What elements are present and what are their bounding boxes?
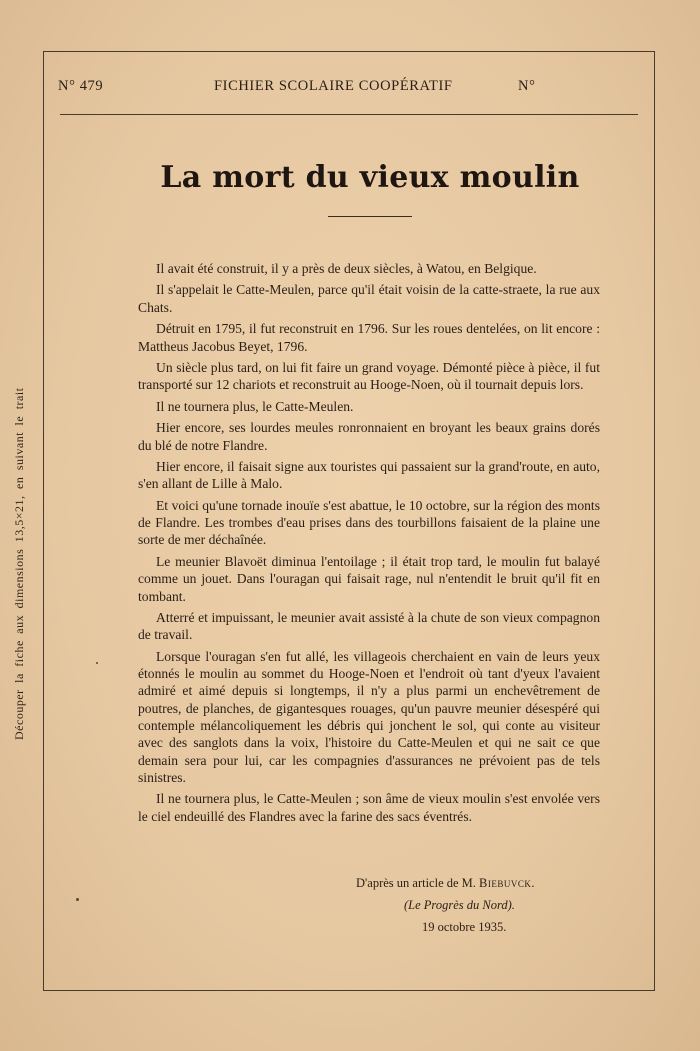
paragraph: Hier encore, il faisait signe aux touristes qui passaient sur la grand'route, en auto, s'en allant de Lille à Malo. (138, 459, 600, 492)
source-publication: (Le Progrès du Nord). (404, 898, 515, 912)
source-line-date (422, 920, 506, 935)
sheet-number: N° 479 (58, 78, 104, 94)
source-author: Biebuvck. (479, 876, 536, 890)
article-title: La mort du vieux moulin (160, 160, 580, 195)
paragraph: Le meunier Blavoët diminua l'entoilage ; il était trop tard, le moulin fut balayé comme un jouet. Dans l'ouragan qui faisait rage, nul n'entendit le bruit qu'il fit en tombant. (138, 553, 600, 604)
paragraph: Il ne tournera plus, le Catte-Meulen. (156, 398, 354, 414)
paragraph: Il ne tournera plus, le Catte-Meulen ; son âme de vieux moulin s'est envolée vers le ciel endeuillé des Flandres avec la farine des sacs éventrés. (138, 791, 600, 824)
paper-speck (96, 662, 98, 664)
number-label: N° (518, 78, 536, 94)
header-divider (60, 114, 638, 115)
title-underline (328, 216, 412, 217)
paper-speck (76, 898, 79, 901)
paragraph: Il avait été construit, il y a près de deux siècles, à Watou, en Belgique. (156, 261, 537, 276)
article-body (138, 260, 600, 829)
paragraph: Et voici qu'une tornade inouïe s'est abattue, le 10 octobre, sur la région des monts de Flandre. Les trombes d'eau prises dans des tourbillons faisaient de la plaine une sorte de mer déchaînée. (138, 497, 600, 548)
cutting-instruction: Découper la fiche aux dimensions 13,5×21, en suivant le trait (12, 387, 26, 740)
paragraph: Lorsque l'ouragan s'en fut allé, les villageois cherchaient en vain de leurs yeux étonnés le moulin au sommet du Hooge-Noen et l'endroit où tant d'yeux l'avaient admiré et aimé depuis si longtemps, il n'y a plus parmi un enchevêtrement de poutres, de planches, de gigantesques rouages, qu'un pauvre meunier désespéré qui contemple mélancoliquement les débris qui jonchent le sol, qui conte au visiteur avec des sanglots dans la voix, l'histoire du Catte-Meulen et qui ne sait ce que demain sera pour lui, car les compagnies d'assurances ne prévoient pas de tels sinistres. (138, 648, 600, 785)
source-line-author (356, 876, 535, 891)
paragraph: Détruit en 1795, il fut reconstruit en 1796. Sur les roues dentelées, on lit encore : Mattheus Jacobus Beyet, 1796. (138, 321, 600, 354)
series-title: FICHIER SCOLAIRE COOPÉRATIF (214, 78, 453, 94)
sheet-header (58, 78, 640, 98)
source-line-publication (404, 898, 515, 913)
source-date: 19 octobre 1935. (422, 920, 507, 934)
paragraph: Un siècle plus tard, on lui fit faire un grand voyage. Démonté pièce à pièce, il fut transporté sur 12 chariots et reconstruit au Hooge-Noen, où il tournait depuis lors. (138, 360, 600, 393)
paragraph: Atterré et impuissant, le meunier avait assisté à la chute de son vieux compagnon de travail. (138, 610, 600, 643)
source-prefix: D'après un article de M. (356, 876, 476, 890)
paragraph: Il s'appelait le Catte-Meulen, parce qu'il était voisin de la catte-straete, la rue aux Chats. (138, 282, 600, 315)
paragraph: Hier encore, ses lourdes meules ronronnaient en broyant les beaux grains dorés du blé de notre Flandre. (138, 420, 600, 453)
